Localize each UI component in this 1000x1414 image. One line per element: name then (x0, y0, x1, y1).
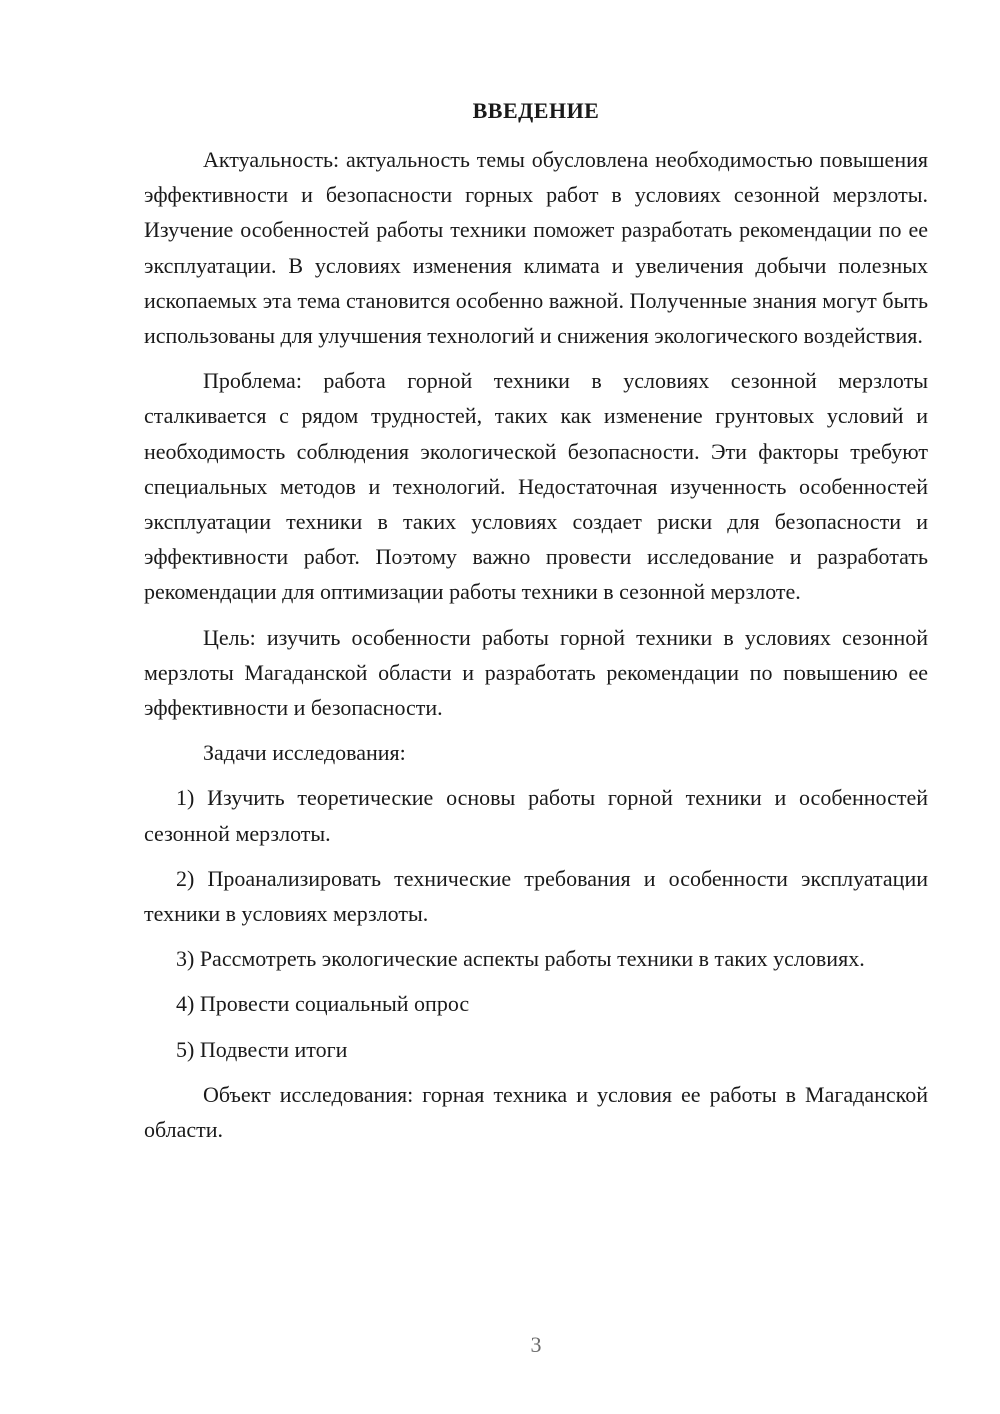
paragraph-problem: Проблема: работа горной техники в условиях сезонной мерзлоты сталкивается с рядом трудностей, таких как изменение грунтовых условий и необходимость соблюдения экологической безопасности. Эти факторы требуют специальных методов и технологий. Недостаточная изученность особенностей эксплуатации техники в таких условиях создает риски для безопасности и эффективности работ. Поэтому важно провести исследование и разработать рекомендации для оптимизации работы техники в сезонной мерзлоте. (144, 368, 928, 605)
document-title: ВВЕДЕНИЕ (472, 98, 600, 123)
paragraph-goal: Цель: изучить особенности работы горной техники в условиях сезонной мерзлоты Магаданской области и разработать рекомендации по повышению ее эффективности и безопасности. (144, 624, 928, 721)
task-item-5: 5) Подвести итоги (176, 1036, 348, 1062)
paragraph-object: Объект исследования: горная техника и условия ее работы в Магаданской области. (144, 1081, 928, 1143)
task-item-1: 1) Изучить теоретические основы работы горной техники и особенностей сезонной мерзлоты. (144, 785, 928, 846)
document-body (144, 142, 928, 1157)
paragraph-relevance: Актуальность: актуальность темы обусловлена необходимостью повышения эффективности и безопасности горных работ в условиях сезонной мерзлоты. Изучение особенностей работы техники поможет разработать рекомендации по ее эксплуатации. В условиях изменения климата и увеличения добычи полезных ископаемых эта тема становится особенно важной. Полученные знания могут быть использованы для улучшения технологий и снижения экологического воздействия. (144, 147, 928, 349)
task-item-4: 4) Провести социальный опрос (176, 991, 470, 1017)
task-item-3: 3) Рассмотреть экологические аспекты работы техники в таких условиях. (176, 946, 865, 972)
tasks-heading: Задачи исследования: (203, 740, 406, 766)
page-number: 3 (530, 1332, 542, 1357)
task-item-2: 2) Проанализировать технические требования и особенности эксплуатации техники в условиях мерзлоты. (144, 865, 928, 927)
